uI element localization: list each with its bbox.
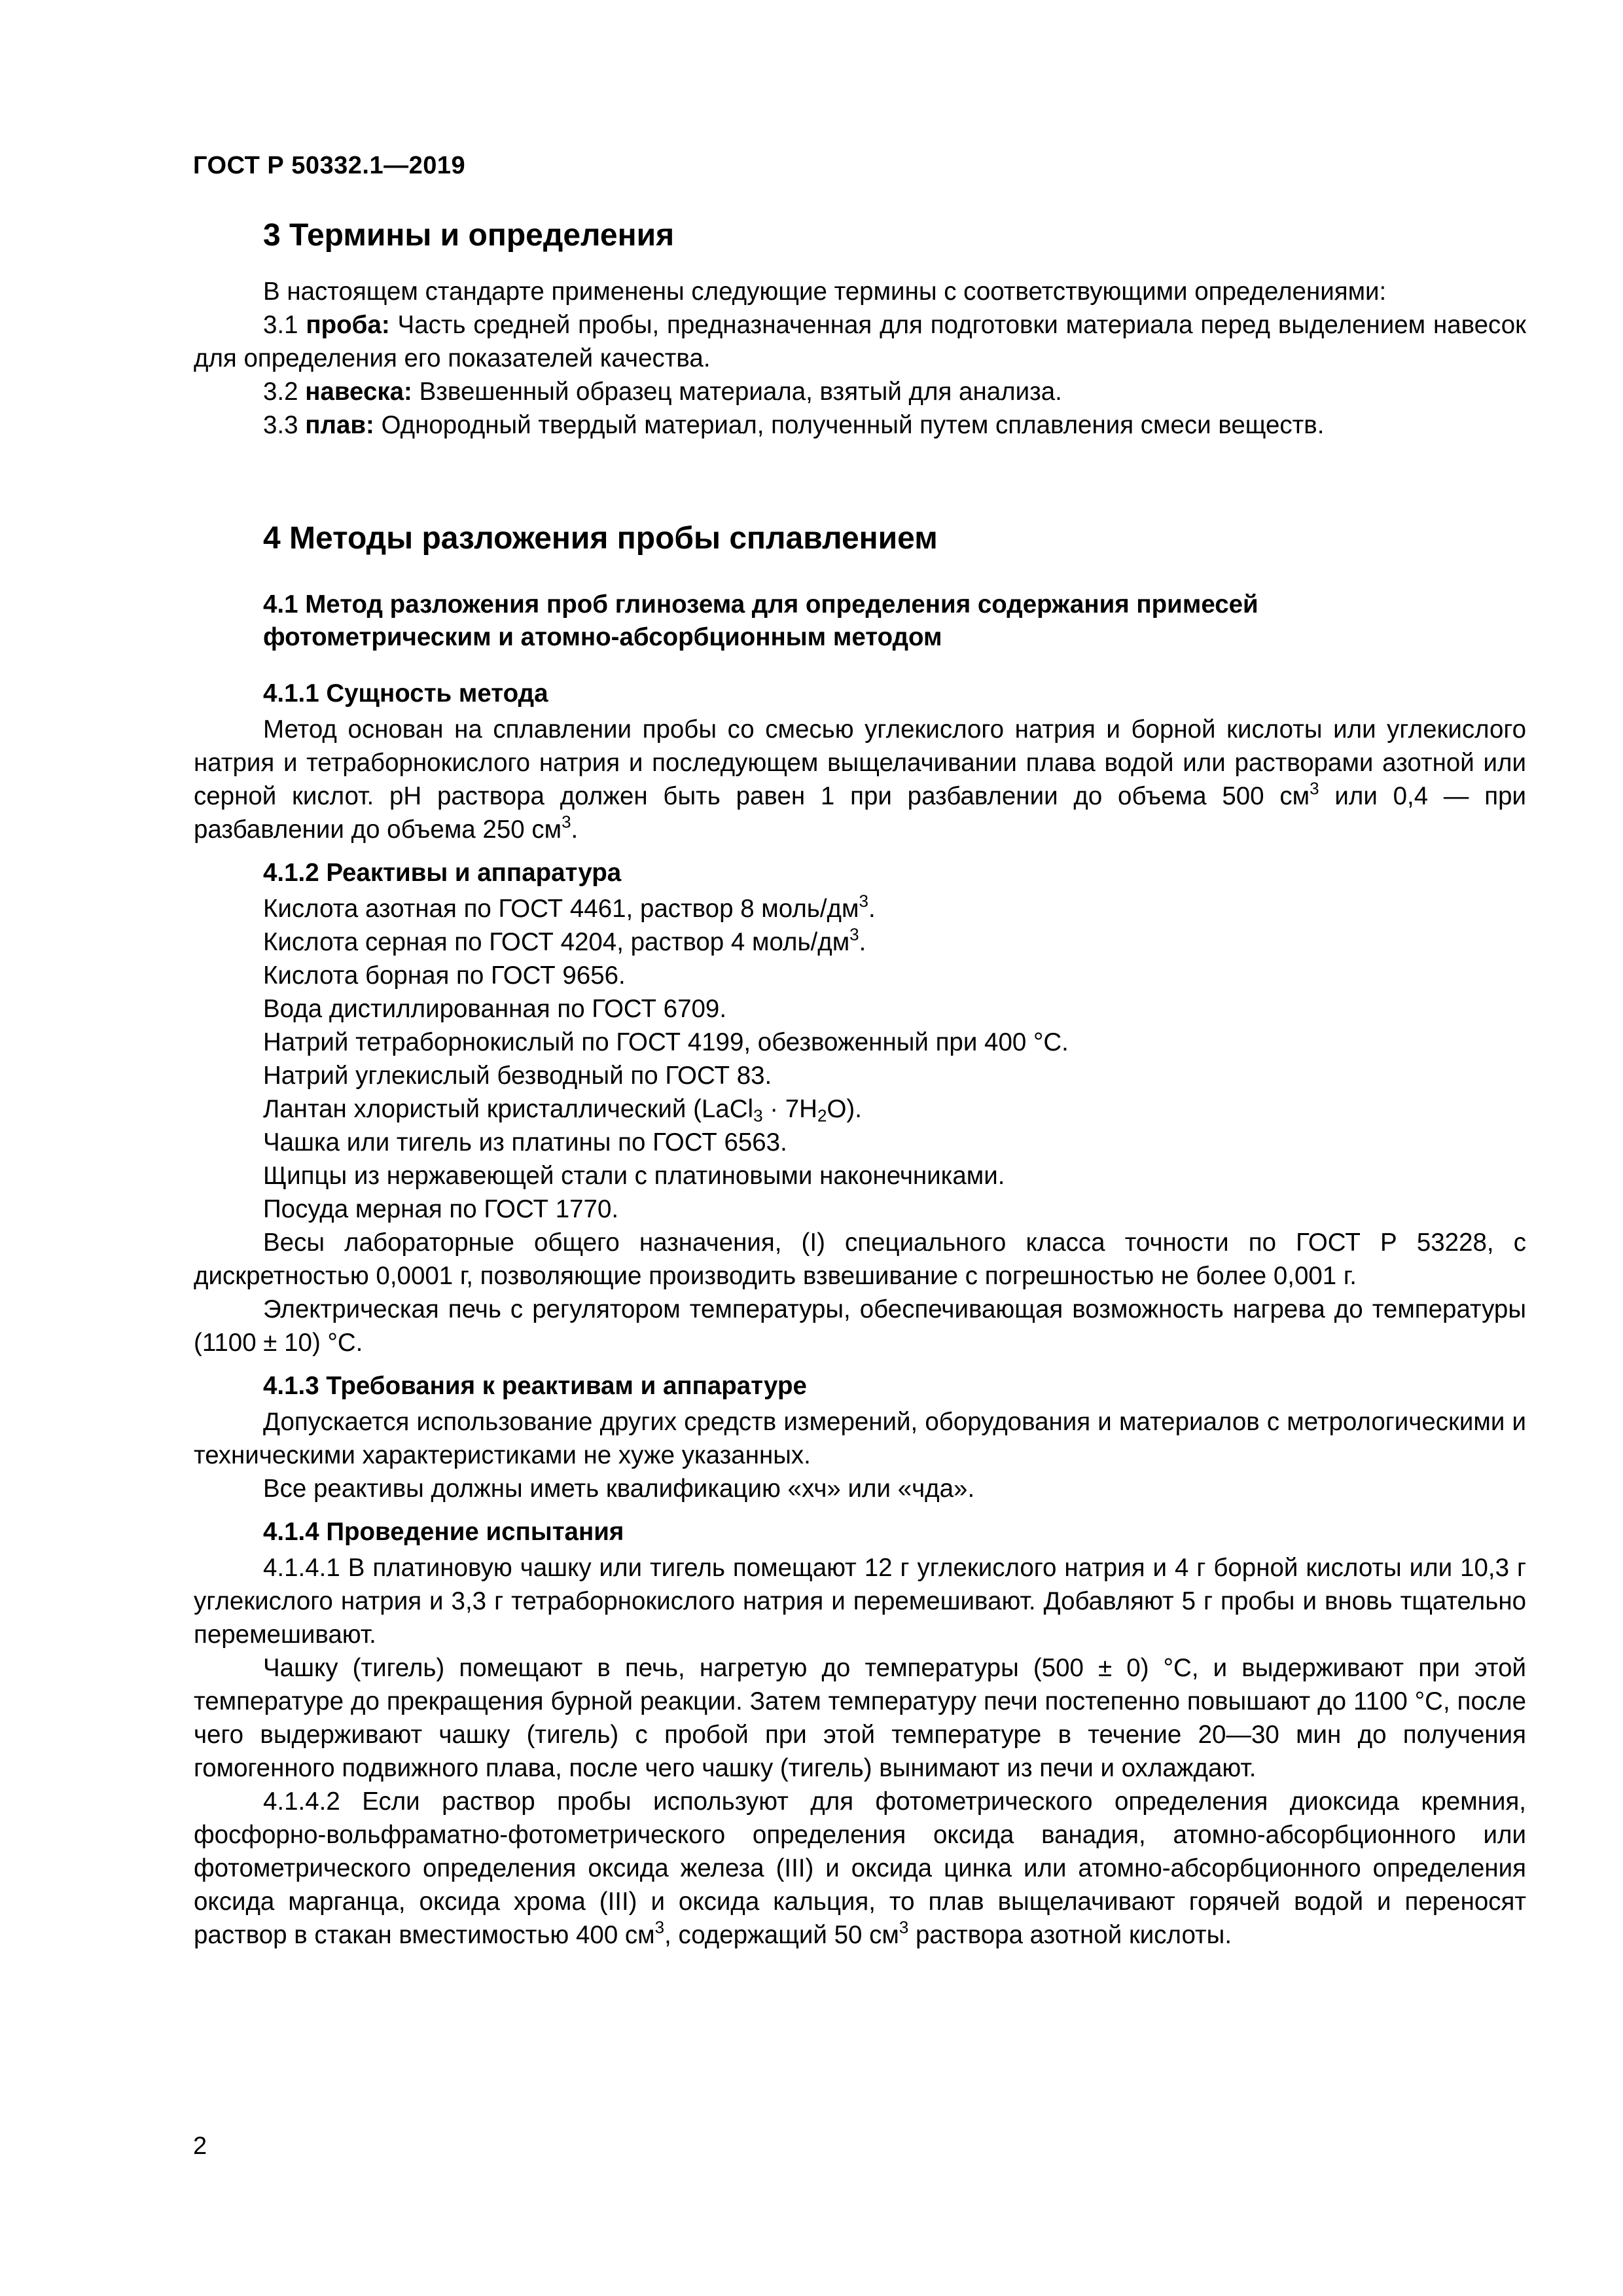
method-essence-text: . bbox=[571, 816, 579, 844]
apparatus-item: Весы лабораторные общего назначения, (I) специального класса точности по ГОСТ Р 53228, с дискретностью 0,0001 г, позволяющие производить взвешивание с погрешностью не более 0,001 г. bbox=[194, 1229, 1526, 1290]
term-definition: Однородный твердый материал, полученный путем сплавления смеси веществ. bbox=[381, 411, 1325, 439]
apparatus-item: Чашка или тигель из платины по ГОСТ 6563. bbox=[263, 1128, 787, 1157]
superscript: 3 bbox=[654, 1917, 665, 1937]
page-body bbox=[194, 216, 1526, 1952]
subsection-4-1-title-line2: фотометрическим и атомно-абсорбционным методом bbox=[263, 623, 942, 651]
subsection-4-1-title-line1: 4.1 Метод разложения проб глинозема для определения содержания примесей bbox=[263, 590, 1258, 619]
subsection-4-1-1-heading: 4.1.1 Сущность метода bbox=[263, 679, 548, 708]
term-number: 3.2 bbox=[263, 378, 298, 406]
paragraph-number: 4.1.4.1 bbox=[263, 1554, 340, 1582]
procedure-text: В платиновую чашку или тигель помещают 12 г углекислого натрия и 4 г борной кислоты или 10,3 г углекислого натрия и 3,3 г тетраборнокислого натрия и перемешивают. Добавляют 5 г пробы и вновь тщательно перемешивают. bbox=[194, 1554, 1526, 1649]
term-name: проба: bbox=[306, 311, 390, 339]
procedure-paragraph bbox=[194, 1785, 1526, 1952]
apparatus-item: Посуда мерная по ГОСТ 1770. bbox=[263, 1195, 619, 1223]
term-number: 3.3 bbox=[263, 411, 298, 439]
superscript: 3 bbox=[859, 891, 868, 911]
apparatus-item: Щипцы из нержавеющей стали с платиновыми наконечниками. bbox=[263, 1162, 1005, 1190]
reagent-text: Кислота серная по ГОСТ 4204, раствор 4 моль/дм bbox=[263, 928, 850, 956]
reagent-item: Натрий углекислый безводный по ГОСТ 83. bbox=[263, 1062, 772, 1090]
requirements-paragraph: Все реактивы должны иметь квалификацию «хч» или «чда». bbox=[263, 1475, 975, 1503]
superscript: 3 bbox=[562, 812, 571, 832]
page-number: 2 bbox=[193, 2132, 207, 2160]
requirements-paragraph: Допускается использование других средств измерений, оборудования и материалов с метрологическими и техническими характеристиками не хуже указанных. bbox=[194, 1408, 1526, 1469]
reagent-text: O). bbox=[827, 1095, 862, 1123]
reagent-text: . bbox=[859, 928, 866, 956]
procedure-text: , содержащий 50 см bbox=[664, 1921, 899, 1949]
term-definition: Часть средней пробы, предназначенная для подготовки материала перед выделением навесок для определения его показателей качества. bbox=[194, 311, 1526, 372]
subscript: 3 bbox=[753, 1105, 763, 1126]
procedure-paragraph: Чашку (тигель) помещают в печь, нагретую до температуры (500 ± 0) °С, и выдерживают при этой температуре до прекращения бурной реакции. Затем температуру печи постепенно повышают до 1100 °С, после чего выдерживают чашку (тигель) с пробой при этой температуре в течение 20—30 мин до получения гомогенного подвижного плава, после чего чашку (тигель) вынимают из печи и охлаждают. bbox=[194, 1654, 1526, 1782]
reagent-text: Кислота азотная по ГОСТ 4461, раствор 8 моль/дм bbox=[263, 895, 859, 923]
superscript: 3 bbox=[1310, 778, 1319, 798]
method-essence-text: Метод основан на сплавлении пробы со смесью углекислого натрия и борной кислоты или углекислого натрия и тетраборнокислого натрия и последующем выщелачивании плава водой или растворами азотной или серной кислот. pH раствора должен быть равен 1 при разбавлении до объема 500 см bbox=[194, 715, 1526, 810]
procedure-text: Если раствор пробы используют для фотометрического определения диоксида кремния, фосфорно-вольфраматно-фотометрического определения оксида ванадия, атомно-абсорбционного или фотометрического определения оксида железа (III) и оксида цинка или атомно-абсорбционного определения оксида марганца, оксида хрома (III) и оксида кальция, то плав выщелачивают горячей водой и переносят раствор в стакан вместимостью 400 см bbox=[194, 1787, 1526, 1949]
subsection-4-1-4-heading: 4.1.4 Проведение испытания bbox=[263, 1518, 624, 1546]
reagent-text: · 7H bbox=[762, 1095, 817, 1123]
term-definition: Взвешенный образец материала, взятый для анализа. bbox=[419, 378, 1062, 406]
document-code: ГОСТ Р 50332.1—2019 bbox=[193, 152, 466, 179]
section-3-intro: В настоящем стандарте применены следующие термины с соответствующими определениями: bbox=[263, 278, 1387, 306]
term-entry bbox=[194, 308, 1526, 375]
reagent-item bbox=[194, 892, 1526, 925]
subsection-4-1-heading bbox=[263, 588, 1526, 654]
method-essence-text: или 0,4 — при разбавлении до объема 250 см bbox=[194, 782, 1526, 844]
reagent-item: Натрий тетраборнокислый по ГОСТ 4199, обезвоженный при 400 °С. bbox=[263, 1028, 1069, 1056]
apparatus-item: Электрическая печь с регулятором температуры, обеспечивающая возможность нагрева до температуры (1100 ± 10) °С. bbox=[194, 1295, 1526, 1357]
term-number: 3.1 bbox=[263, 311, 298, 339]
method-essence-paragraph bbox=[194, 713, 1526, 846]
procedure-paragraph bbox=[194, 1551, 1526, 1651]
subsection-4-1-3-heading: 4.1.3 Требования к реактивам и аппаратуре bbox=[263, 1372, 807, 1400]
reagent-text: Лантан хлористый кристаллический (LaCl bbox=[263, 1095, 754, 1123]
reagent-item: Кислота борная по ГОСТ 9656. bbox=[263, 961, 626, 990]
term-entry bbox=[194, 375, 1526, 408]
superscript: 3 bbox=[849, 924, 859, 944]
reagent-item bbox=[194, 925, 1526, 959]
subsection-4-1-2-heading: 4.1.2 Реактивы и аппаратура bbox=[263, 859, 622, 887]
section-4-heading: 4 Методы разложения пробы сплавлением bbox=[263, 521, 938, 556]
term-entry bbox=[194, 408, 1526, 442]
reagent-item bbox=[194, 1092, 1526, 1126]
subscript: 2 bbox=[817, 1105, 827, 1126]
paragraph-number: 4.1.4.2 bbox=[263, 1787, 340, 1816]
term-name: навеска: bbox=[305, 378, 412, 406]
term-name: плав: bbox=[305, 411, 374, 439]
reagent-item: Вода дистиллированная по ГОСТ 6709. bbox=[263, 995, 727, 1023]
superscript: 3 bbox=[899, 1917, 909, 1937]
procedure-text: раствора азотной кислоты. bbox=[908, 1921, 1232, 1949]
section-3-heading: 3 Термины и определения bbox=[263, 218, 675, 253]
reagent-text: . bbox=[868, 895, 876, 923]
